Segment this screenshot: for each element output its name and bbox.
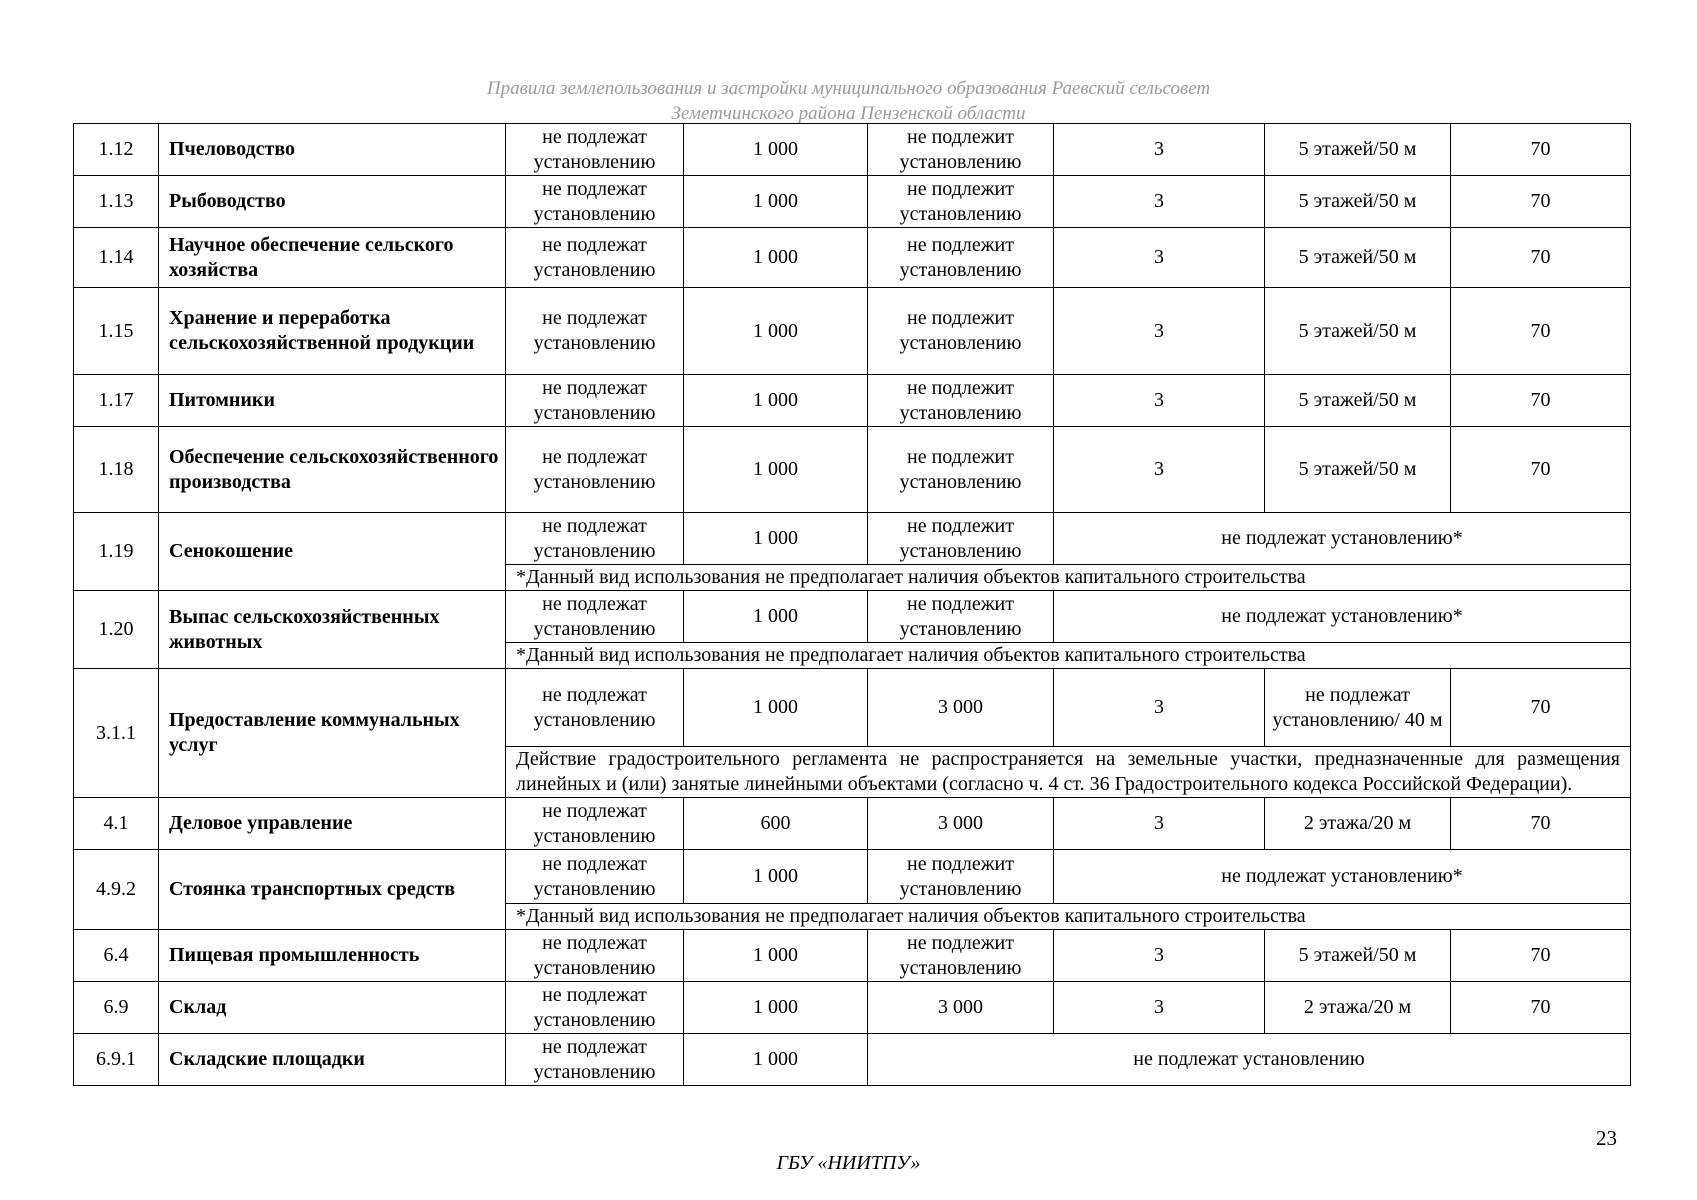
table-row [74, 375, 1631, 427]
table-row [74, 513, 1631, 565]
cell: 5 этажей/50 м [1265, 375, 1451, 427]
cell: не подлежит установлению [868, 375, 1054, 427]
cell: 3 [1054, 982, 1265, 1034]
code-cell: 1.14 [74, 228, 159, 288]
code-cell: 1.13 [74, 176, 159, 228]
cell: 70 [1451, 228, 1631, 288]
code-cell: 6.4 [74, 930, 159, 982]
table-row [74, 288, 1631, 375]
cell: 1 000 [684, 591, 868, 643]
cell: 600 [684, 798, 868, 850]
cell: не подлежат установлению/ 40 м [1265, 669, 1451, 747]
cell: не подлежат установлению [506, 427, 684, 513]
code-cell: 1.19 [74, 513, 159, 591]
cell: 3 [1054, 228, 1265, 288]
cell: 2 этажа/20 м [1265, 798, 1451, 850]
cell: не подлежит установлению [868, 591, 1054, 643]
use-name-cell: Питомники [159, 375, 506, 427]
use-name-cell: Пищевая промышленность [159, 930, 506, 982]
running-header [0, 76, 1697, 126]
cell: 70 [1451, 982, 1631, 1034]
table-row [74, 982, 1631, 1034]
running-header-line-1: Правила землепользования и застройки муниципального образования Раевский сельсовет [486, 78, 1211, 99]
code-cell: 6.9.1 [74, 1034, 159, 1086]
running-header-line-2: Земетчинского района Пензенской области [671, 103, 1026, 124]
table-row [74, 176, 1631, 228]
cell: 2 этажа/20 м [1265, 982, 1451, 1034]
cell: 70 [1451, 930, 1631, 982]
cell: не подлежат установлению [506, 669, 684, 747]
cell: 1 000 [684, 375, 868, 427]
cell: 3 [1054, 798, 1265, 850]
cell: 5 этажей/50 м [1265, 288, 1451, 375]
cell: 3 [1054, 930, 1265, 982]
cell: 3 [1054, 427, 1265, 513]
code-cell: 1.20 [74, 591, 159, 669]
cell: 1 000 [684, 427, 868, 513]
use-name-cell: Стоянка транспортных средств [159, 850, 506, 930]
cell: 70 [1451, 669, 1631, 747]
cell: не подлежит установлению [868, 930, 1054, 982]
use-name-cell: Сенокошение [159, 513, 506, 591]
page-footer: ГБУ «НИИТПУ» [776, 1152, 921, 1174]
code-cell: 4.9.2 [74, 850, 159, 930]
table-row [74, 591, 1631, 643]
note-cell: *Данный вид использования не предполагает наличия объектов капитального строительства [506, 565, 1631, 591]
cell: не подлежат установлению [506, 513, 684, 565]
cell: не подлежат установлению [506, 288, 684, 375]
cell: 5 этажей/50 м [1265, 176, 1451, 228]
use-name-cell: Складские площадки [159, 1034, 506, 1086]
use-name-cell: Склад [159, 982, 506, 1034]
cell: не подлежит установлению [868, 124, 1054, 176]
note-cell: Действие градостроительного регламента не распространяется на земельные участки, предназначенные для размещения линейных и (или) занятые линейными объектами (согласно ч. 4 ст. 36 Градостроительного кодекса Российской Федерации). [506, 747, 1631, 798]
cell: 3 000 [868, 798, 1054, 850]
cell: 70 [1451, 798, 1631, 850]
code-cell: 1.17 [74, 375, 159, 427]
cell: не подлежат установлению [506, 176, 684, 228]
use-name-cell: Научное обеспечение сельского хозяйства [159, 228, 506, 288]
cell: 70 [1451, 288, 1631, 375]
page-number: 23 [1596, 1126, 1617, 1150]
cell: не подлежат установлению [506, 375, 684, 427]
cell: не подлежат установлению [506, 798, 684, 850]
merged-cell: не подлежат установлению* [1054, 591, 1631, 643]
cell: 70 [1451, 176, 1631, 228]
merged-cell: не подлежат установлению [868, 1034, 1631, 1086]
cell: не подлежат установлению [506, 930, 684, 982]
use-name-cell: Деловое управление [159, 798, 506, 850]
cell: не подлежат установлению [506, 982, 684, 1034]
table-row [74, 798, 1631, 850]
cell: не подлежит установлению [868, 228, 1054, 288]
cell: 5 этажей/50 м [1265, 427, 1451, 513]
use-name-cell: Предоставление коммунальных услуг [159, 669, 506, 798]
table-row [74, 228, 1631, 288]
use-name-cell: Рыбоводство [159, 176, 506, 228]
cell: 70 [1451, 375, 1631, 427]
table-row [74, 124, 1631, 176]
cell: 3 000 [868, 669, 1054, 747]
cell: 1 000 [684, 288, 868, 375]
merged-cell: не подлежат установлению* [1054, 850, 1631, 904]
cell: 1 000 [684, 669, 868, 747]
table-row [74, 669, 1631, 747]
note-cell: *Данный вид использования не предполагает наличия объектов капитального строительства [506, 904, 1631, 930]
regulations-table [73, 123, 1631, 1086]
cell: не подлежат установлению [506, 591, 684, 643]
cell: 3 [1054, 669, 1265, 747]
note-cell: *Данный вид использования не предполагает наличия объектов капитального строительства [506, 643, 1631, 669]
cell: 1 000 [684, 513, 868, 565]
cell: не подлежит установлению [868, 427, 1054, 513]
cell: не подлежат установлению [506, 228, 684, 288]
cell: 70 [1451, 427, 1631, 513]
cell: 3 [1054, 176, 1265, 228]
merged-cell: не подлежат установлению* [1054, 513, 1631, 565]
code-cell: 1.12 [74, 124, 159, 176]
table-row [74, 850, 1631, 904]
cell: не подлежат установлению [506, 124, 684, 176]
cell: 5 этажей/50 м [1265, 124, 1451, 176]
cell: не подлежит установлению [868, 850, 1054, 904]
cell: 5 этажей/50 м [1265, 930, 1451, 982]
cell: 3 [1054, 288, 1265, 375]
cell: 3 000 [868, 982, 1054, 1034]
cell: 3 [1054, 124, 1265, 176]
table-row [74, 930, 1631, 982]
cell: не подлежит установлению [868, 176, 1054, 228]
code-cell: 1.15 [74, 288, 159, 375]
cell: 1 000 [684, 176, 868, 228]
table-row [74, 427, 1631, 513]
cell: 70 [1451, 124, 1631, 176]
code-cell: 4.1 [74, 798, 159, 850]
use-name-cell: Выпас сельскохозяйственных животных [159, 591, 506, 669]
cell: 1 000 [684, 1034, 868, 1086]
cell: 3 [1054, 375, 1265, 427]
use-name-cell: Обеспечение сельскохозяйственного производства [159, 427, 506, 513]
code-cell: 6.9 [74, 982, 159, 1034]
code-cell: 1.18 [74, 427, 159, 513]
cell: 1 000 [684, 982, 868, 1034]
cell: 1 000 [684, 124, 868, 176]
table-row [74, 1034, 1631, 1086]
cell: не подлежит установлению [868, 288, 1054, 375]
use-name-cell: Хранение и переработка сельскохозяйственной продукции [159, 288, 506, 375]
cell: не подлежат установлению [506, 1034, 684, 1086]
cell: 1 000 [684, 850, 868, 904]
cell: не подлежат установлению [506, 850, 684, 904]
code-cell: 3.1.1 [74, 669, 159, 798]
cell: 5 этажей/50 м [1265, 228, 1451, 288]
use-name-cell: Пчеловодство [159, 124, 506, 176]
cell: 1 000 [684, 228, 868, 288]
cell: 1 000 [684, 930, 868, 982]
cell: не подлежит установлению [868, 513, 1054, 565]
